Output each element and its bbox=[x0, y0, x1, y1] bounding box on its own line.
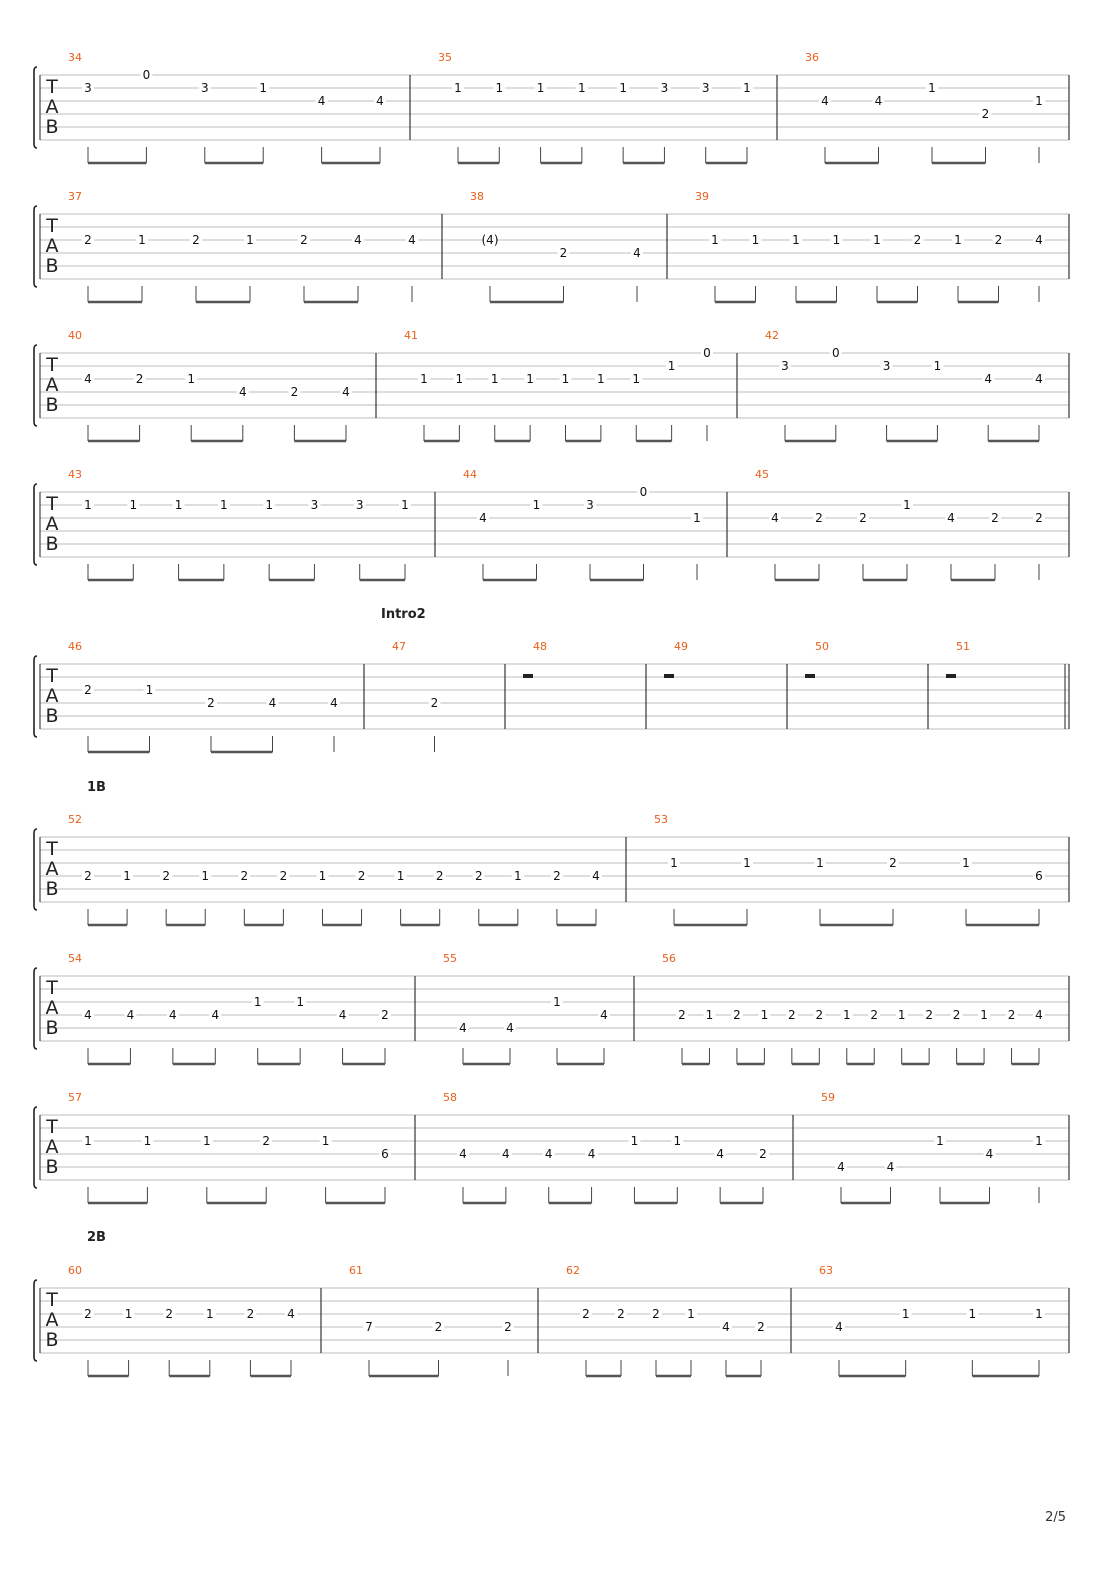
fret-number: 4 bbox=[479, 511, 487, 525]
fret-number: 3 bbox=[660, 81, 669, 95]
fret-number: 1 bbox=[1035, 1307, 1043, 1321]
measure-number: 57 bbox=[68, 1091, 82, 1104]
fret-number: 1 bbox=[897, 1008, 906, 1022]
tab-clef-letter: T bbox=[46, 1289, 58, 1311]
measure-number: 48 bbox=[533, 640, 547, 653]
fret-number: 6 bbox=[381, 1147, 389, 1161]
measure-number: 62 bbox=[566, 1264, 580, 1277]
measure-number: 49 bbox=[674, 640, 688, 653]
fret-number: 4 bbox=[821, 94, 829, 108]
fret-number: 4 bbox=[408, 233, 416, 247]
fret-number: 4 bbox=[984, 372, 993, 386]
fret-number: 1 bbox=[396, 869, 405, 883]
fret-number: 1 bbox=[928, 81, 936, 95]
fret-number: 2 bbox=[788, 1008, 796, 1022]
fret-number: 2 bbox=[84, 1307, 92, 1321]
tab-clef-letter: B bbox=[45, 1156, 59, 1178]
fret-number: 2 bbox=[652, 1307, 660, 1321]
measure-number: 42 bbox=[765, 329, 779, 342]
measure-number: 45 bbox=[755, 468, 769, 481]
whole-rest bbox=[523, 674, 533, 678]
fret-number: 2 bbox=[474, 869, 483, 883]
fret-number: 2 bbox=[290, 385, 299, 399]
tab-system bbox=[34, 952, 1069, 1064]
fret-number: 4 bbox=[506, 1021, 514, 1035]
fret-number: 2 bbox=[994, 233, 1003, 247]
tab-clef-letter: A bbox=[45, 997, 59, 1019]
fret-number: 4 bbox=[338, 1008, 347, 1022]
fret-number: 1 bbox=[536, 81, 545, 95]
fret-number: 4 bbox=[354, 233, 362, 247]
tab-clef-letter: A bbox=[45, 96, 59, 118]
fret-number: 4 bbox=[1035, 372, 1043, 386]
system-bracket bbox=[34, 67, 37, 148]
fret-number: 2 bbox=[553, 869, 561, 883]
fret-number: (4) bbox=[481, 233, 499, 247]
system-bracket bbox=[34, 656, 37, 737]
fret-number: 3 bbox=[84, 81, 92, 95]
fret-number: 4 bbox=[716, 1147, 724, 1161]
fret-number: 3 bbox=[200, 81, 209, 95]
fret-number: 1 bbox=[129, 498, 138, 512]
fret-number: 2 bbox=[434, 1320, 443, 1334]
fret-number: 1 bbox=[401, 498, 409, 512]
measure-number: 51 bbox=[956, 640, 970, 653]
fret-number: 1 bbox=[816, 856, 824, 870]
measure-number: 55 bbox=[443, 952, 457, 965]
fret-number: 2 bbox=[435, 869, 444, 883]
fret-number: 4 bbox=[544, 1147, 553, 1161]
fret-number: 7 bbox=[365, 1320, 373, 1334]
tab-system bbox=[34, 1230, 1069, 1376]
fret-number: 1 bbox=[454, 81, 462, 95]
tab-clef-letter: B bbox=[45, 533, 59, 555]
tab-clef-letter: B bbox=[45, 1017, 59, 1039]
fret-number: 1 bbox=[84, 498, 92, 512]
fret-number: 0 bbox=[639, 485, 648, 499]
fret-number: 1 bbox=[743, 856, 751, 870]
measure-number: 39 bbox=[695, 190, 709, 203]
fret-number: 1 bbox=[259, 81, 268, 95]
fret-number: 3 bbox=[882, 359, 891, 373]
measure-number: 37 bbox=[68, 190, 82, 203]
fret-number: 1 bbox=[743, 81, 751, 95]
fret-number: 4 bbox=[376, 94, 384, 108]
fret-number: 4 bbox=[722, 1320, 730, 1334]
fret-number: 1 bbox=[201, 869, 210, 883]
fret-number: 1 bbox=[578, 81, 586, 95]
fret-number: 1 bbox=[561, 372, 570, 386]
fret-number: 1 bbox=[123, 869, 131, 883]
fret-number: 1 bbox=[84, 1134, 92, 1148]
section-label: Intro2 bbox=[381, 607, 426, 622]
system-bracket bbox=[34, 829, 37, 910]
fret-number: 2 bbox=[870, 1008, 879, 1022]
fret-number: 1 bbox=[903, 498, 911, 512]
fret-number: 4 bbox=[330, 696, 338, 710]
fret-number: 1 bbox=[1035, 94, 1043, 108]
tab-system bbox=[34, 190, 1069, 302]
fret-number: 1 bbox=[124, 1307, 133, 1321]
fret-number: 4 bbox=[886, 1160, 895, 1174]
tab-clef-letter: B bbox=[45, 255, 59, 277]
fret-number: 2 bbox=[84, 683, 92, 697]
fret-number: 1 bbox=[265, 498, 273, 512]
fret-number: 4 bbox=[459, 1147, 467, 1161]
tab-clef-letter: T bbox=[46, 838, 58, 860]
fret-number: 4 bbox=[947, 511, 955, 525]
fret-number: 2 bbox=[889, 856, 897, 870]
fret-number: 2 bbox=[815, 1008, 824, 1022]
fret-number: 1 bbox=[968, 1307, 977, 1321]
fret-number: 1 bbox=[174, 498, 183, 512]
fret-number: 4 bbox=[874, 94, 883, 108]
fret-number: 1 bbox=[420, 372, 428, 386]
system-bracket bbox=[34, 1280, 37, 1361]
fret-number: 1 bbox=[760, 1008, 769, 1022]
fret-number: 1 bbox=[597, 372, 605, 386]
fret-number: 2 bbox=[913, 233, 922, 247]
fret-number: 4 bbox=[317, 94, 326, 108]
fret-number: 4 bbox=[169, 1008, 177, 1022]
whole-rest bbox=[805, 674, 815, 678]
fret-number: 4 bbox=[835, 1320, 843, 1334]
fret-number: 1 bbox=[954, 233, 962, 247]
fret-number: 2 bbox=[84, 869, 92, 883]
fret-number: 4 bbox=[268, 696, 277, 710]
tab-system bbox=[34, 468, 1069, 580]
fret-number: 2 bbox=[430, 696, 439, 710]
fret-number: 2 bbox=[617, 1307, 625, 1321]
fret-number: 1 bbox=[138, 233, 146, 247]
fret-number: 1 bbox=[246, 233, 254, 247]
tab-clef-letter: T bbox=[46, 665, 58, 687]
fret-number: 2 bbox=[582, 1307, 590, 1321]
fret-number: 1 bbox=[455, 372, 464, 386]
fret-number: 1 bbox=[495, 81, 504, 95]
section-label: 2B bbox=[87, 1230, 106, 1245]
tab-system bbox=[34, 51, 1069, 163]
fret-number: 3 bbox=[310, 498, 319, 512]
fret-number: 1 bbox=[673, 1134, 682, 1148]
measure-number: 52 bbox=[68, 813, 82, 826]
measure-number: 60 bbox=[68, 1264, 82, 1277]
fret-number: 4 bbox=[592, 869, 600, 883]
fret-number: 1 bbox=[514, 869, 522, 883]
fret-number: 2 bbox=[981, 107, 990, 121]
fret-number: 1 bbox=[526, 372, 534, 386]
tab-clef-letter: T bbox=[46, 354, 58, 376]
fret-number: 4 bbox=[502, 1147, 510, 1161]
fret-number: 2 bbox=[925, 1008, 933, 1022]
measure-number: 43 bbox=[68, 468, 82, 481]
fret-number: 2 bbox=[165, 1307, 174, 1321]
fret-number: 2 bbox=[952, 1008, 961, 1022]
tab-clef-letter: A bbox=[45, 374, 59, 396]
fret-number: 1 bbox=[693, 511, 701, 525]
fret-number: 1 bbox=[630, 1134, 639, 1148]
fret-number: 1 bbox=[842, 1008, 851, 1022]
fret-number: 1 bbox=[705, 1008, 714, 1022]
tab-clef-letter: T bbox=[46, 977, 58, 999]
fret-number: 1 bbox=[220, 498, 228, 512]
fret-number: 1 bbox=[187, 372, 196, 386]
fret-number: 1 bbox=[873, 233, 881, 247]
system-bracket bbox=[34, 345, 37, 426]
fret-number: 2 bbox=[504, 1320, 512, 1334]
system-bracket bbox=[34, 206, 37, 287]
whole-rest bbox=[946, 674, 956, 678]
measure-number: 53 bbox=[654, 813, 668, 826]
fret-number: 2 bbox=[733, 1008, 741, 1022]
fret-number: 1 bbox=[980, 1008, 988, 1022]
fret-number: 1 bbox=[553, 995, 561, 1009]
whole-rest bbox=[664, 674, 674, 678]
fret-number: 1 bbox=[296, 995, 304, 1009]
fret-number: 1 bbox=[632, 372, 641, 386]
measure-number: 40 bbox=[68, 329, 82, 342]
fret-number: 3 bbox=[355, 498, 364, 512]
measure-number: 54 bbox=[68, 952, 82, 965]
system-bracket bbox=[34, 1107, 37, 1188]
tab-clef-letter: B bbox=[45, 705, 59, 727]
measure-number: 63 bbox=[819, 1264, 833, 1277]
fret-number: 4 bbox=[1035, 233, 1043, 247]
measure-number: 61 bbox=[349, 1264, 363, 1277]
fret-number: 2 bbox=[84, 233, 92, 247]
fret-number: 2 bbox=[246, 1307, 255, 1321]
fret-number: 1 bbox=[490, 372, 499, 386]
fret-number: 0 bbox=[831, 346, 840, 360]
fret-number: 0 bbox=[142, 68, 151, 82]
tab-system bbox=[34, 1091, 1069, 1203]
tab-clef-letter: A bbox=[45, 1309, 59, 1331]
tab-clef-letter: A bbox=[45, 513, 59, 535]
fret-number: 4 bbox=[985, 1147, 994, 1161]
fret-number: 3 bbox=[781, 359, 789, 373]
measure-number: 46 bbox=[68, 640, 82, 653]
measure-number: 38 bbox=[470, 190, 484, 203]
fret-number: 2 bbox=[559, 246, 568, 260]
tab-clef-letter: T bbox=[46, 1116, 58, 1138]
tab-clef-letter: A bbox=[45, 235, 59, 257]
tab-clef-letter: A bbox=[45, 858, 59, 880]
fret-number: 0 bbox=[703, 346, 711, 360]
system-bracket bbox=[34, 968, 37, 1049]
fret-number: 1 bbox=[792, 233, 800, 247]
system-bracket bbox=[34, 484, 37, 565]
fret-number: 3 bbox=[586, 498, 594, 512]
tab-clef-letter: T bbox=[46, 493, 58, 515]
fret-number: 2 bbox=[300, 233, 308, 247]
fret-number: 2 bbox=[207, 696, 215, 710]
tab-system bbox=[34, 780, 1069, 925]
fret-number: 2 bbox=[357, 869, 366, 883]
fret-number: 4 bbox=[633, 246, 641, 260]
measure-number: 36 bbox=[805, 51, 819, 64]
fret-number: 2 bbox=[991, 511, 999, 525]
fret-number: 1 bbox=[532, 498, 541, 512]
fret-number: 1 bbox=[318, 869, 327, 883]
fret-number: 4 bbox=[342, 385, 350, 399]
fret-number: 2 bbox=[1007, 1008, 1016, 1022]
measure-number: 44 bbox=[463, 468, 477, 481]
fret-number: 2 bbox=[240, 869, 249, 883]
fret-number: 1 bbox=[751, 233, 760, 247]
fret-number: 2 bbox=[192, 233, 200, 247]
tab-clef-letter: B bbox=[45, 394, 59, 416]
fret-number: 1 bbox=[933, 359, 942, 373]
fret-number: 4 bbox=[587, 1147, 596, 1161]
fret-number: 1 bbox=[936, 1134, 944, 1148]
fret-number: 1 bbox=[962, 856, 970, 870]
fret-number: 1 bbox=[687, 1307, 695, 1321]
tab-clef-letter: B bbox=[45, 878, 59, 900]
fret-number: 4 bbox=[84, 1008, 92, 1022]
measure-number: 58 bbox=[443, 1091, 457, 1104]
fret-number: 1 bbox=[832, 233, 841, 247]
measure-number: 56 bbox=[662, 952, 676, 965]
page-number: 2/5 bbox=[1045, 1510, 1066, 1525]
fret-number: 1 bbox=[202, 1134, 211, 1148]
fret-number: 6 bbox=[1035, 869, 1043, 883]
fret-number: 1 bbox=[711, 233, 719, 247]
measure-number: 47 bbox=[392, 640, 406, 653]
tab-clef-letter: A bbox=[45, 1136, 59, 1158]
fret-number: 1 bbox=[321, 1134, 330, 1148]
measure-number: 50 bbox=[815, 640, 829, 653]
fret-number: 1 bbox=[670, 856, 678, 870]
tab-clef-letter: A bbox=[45, 685, 59, 707]
fret-number: 1 bbox=[143, 1134, 152, 1148]
fret-number: 2 bbox=[1035, 511, 1043, 525]
fret-number: 4 bbox=[287, 1307, 295, 1321]
fret-number: 2 bbox=[815, 511, 823, 525]
fret-number: 4 bbox=[837, 1160, 845, 1174]
fret-number: 2 bbox=[135, 372, 144, 386]
tab-clef-letter: T bbox=[46, 215, 58, 237]
fret-number: 2 bbox=[262, 1134, 271, 1148]
fret-number: 4 bbox=[84, 372, 92, 386]
fret-number: 1 bbox=[619, 81, 627, 95]
tab-clef-letter: B bbox=[45, 116, 59, 138]
tab-clef-letter: T bbox=[46, 76, 58, 98]
tab-system bbox=[34, 329, 1069, 441]
measure-number: 59 bbox=[821, 1091, 835, 1104]
fret-number: 4 bbox=[459, 1021, 467, 1035]
fret-number: 4 bbox=[1035, 1008, 1043, 1022]
fret-number: 2 bbox=[759, 1147, 767, 1161]
fret-number: 4 bbox=[211, 1008, 220, 1022]
measure-number: 35 bbox=[438, 51, 452, 64]
tab-system bbox=[34, 607, 1069, 752]
measure-number: 41 bbox=[404, 329, 418, 342]
fret-number: 2 bbox=[859, 511, 867, 525]
fret-number: 4 bbox=[771, 511, 779, 525]
fret-number: 4 bbox=[600, 1008, 608, 1022]
fret-number: 2 bbox=[757, 1320, 765, 1334]
fret-number: 1 bbox=[145, 683, 154, 697]
fret-number: 3 bbox=[701, 81, 710, 95]
fret-number: 1 bbox=[205, 1307, 214, 1321]
fret-number: 2 bbox=[678, 1008, 686, 1022]
fret-number: 2 bbox=[162, 869, 170, 883]
fret-number: 4 bbox=[126, 1008, 135, 1022]
fret-number: 1 bbox=[901, 1307, 910, 1321]
section-label: 1B bbox=[87, 780, 106, 795]
fret-number: 2 bbox=[279, 869, 288, 883]
fret-number: 1 bbox=[1035, 1134, 1043, 1148]
tab-clef-letter: B bbox=[45, 1329, 59, 1351]
measure-number: 34 bbox=[68, 51, 82, 64]
fret-number: 2 bbox=[381, 1008, 389, 1022]
fret-number: 1 bbox=[253, 995, 262, 1009]
fret-number: 4 bbox=[238, 385, 247, 399]
fret-number: 1 bbox=[667, 359, 676, 373]
